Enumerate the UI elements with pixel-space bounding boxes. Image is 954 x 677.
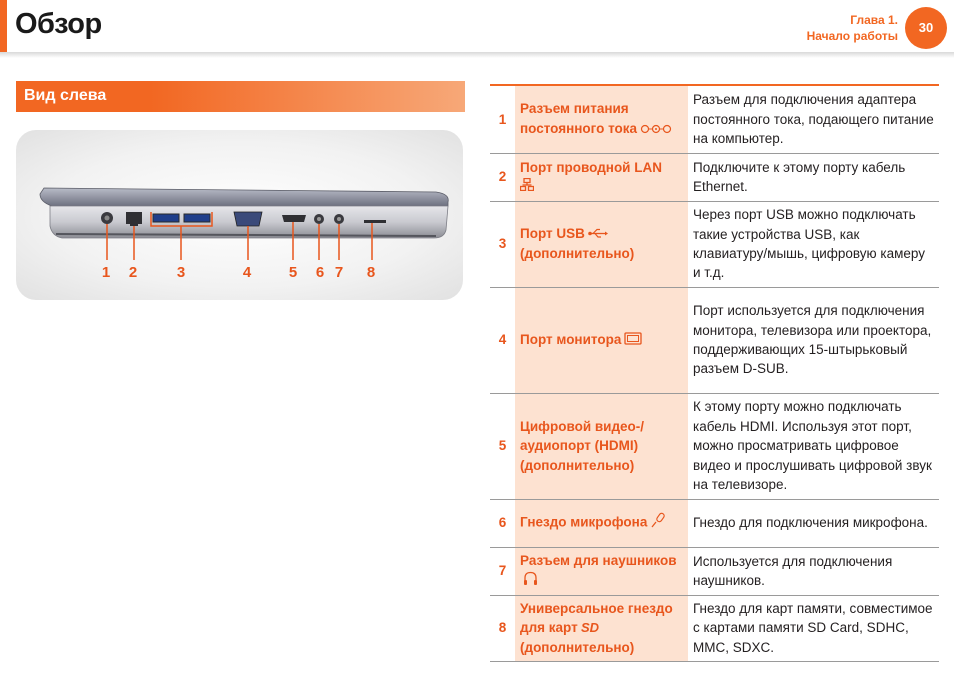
row-number: 5	[490, 393, 515, 499]
port-name-text: Порт монитора	[520, 331, 622, 347]
callout-2: 2	[128, 264, 138, 281]
usb-icon	[588, 225, 608, 244]
port-name-text: Универсальное гнездо для карт	[520, 600, 673, 635]
row-number: 2	[490, 153, 515, 201]
callout-7: 7	[334, 264, 344, 281]
header-accent-bar	[0, 0, 7, 52]
table-row	[490, 595, 939, 661]
sd-card-icon	[581, 619, 605, 638]
port-name	[515, 201, 688, 287]
callout-6: 6	[315, 264, 325, 281]
callout-3: 3	[176, 264, 186, 281]
port-name	[515, 595, 688, 661]
port-description: Гнездо для подключения микрофона.	[688, 499, 939, 547]
port-name-text: Порт USB	[520, 226, 585, 242]
headphones-icon	[523, 571, 538, 591]
port-name-suffix: (дополнительно)	[520, 640, 635, 656]
port-name-text: Порт проводной LAN	[520, 159, 662, 175]
port-description: Разъем для подключения адаптера постоянного тока, подающего питание на компьютер.	[688, 85, 939, 153]
lan-icon	[520, 177, 534, 196]
ports-table	[490, 84, 939, 662]
microphone-icon	[650, 512, 666, 533]
table-row	[490, 85, 939, 153]
svg-text:SD: SD	[580, 620, 599, 633]
callout-4: 4	[242, 264, 252, 281]
table-row	[490, 547, 939, 595]
port-name-text: Разъем питания постоянного тока	[520, 101, 638, 136]
port-name	[515, 153, 688, 201]
callout-1: 1	[101, 264, 111, 281]
page-title: Обзор	[15, 8, 102, 40]
row-number: 7	[490, 547, 515, 595]
dc-power-icon	[640, 120, 672, 139]
port-description: Через порт USB можно подключать такие устройства USB, как клавиатуру/мышь, цифровую камеру и т.д.	[688, 201, 939, 287]
port-name-text: Разъем для наушников	[520, 552, 677, 568]
callout-5: 5	[288, 264, 298, 281]
row-number: 6	[490, 499, 515, 547]
callout-8: 8	[366, 264, 376, 281]
section-header	[16, 81, 465, 112]
port-name: Цифровой видео-/ аудиопорт (HDMI) (дополнительно)	[515, 393, 688, 499]
row-number: 4	[490, 287, 515, 393]
table-row	[490, 153, 939, 201]
header-divider	[0, 52, 954, 58]
row-number: 8	[490, 595, 515, 661]
table-row	[490, 499, 939, 547]
port-name	[515, 499, 688, 547]
port-description: Подключите к этому порту кабель Ethernet.	[688, 153, 939, 201]
monitor-icon	[624, 331, 642, 350]
section-title: Вид слева	[24, 87, 107, 104]
laptop-left-side-photo	[16, 130, 463, 300]
chapter-label	[807, 12, 898, 44]
port-description: Порт используется для подключения монитора, телевизора или проектора, поддерживающих 15-штырьковый разъем D-SUB.	[688, 287, 939, 393]
table-row	[490, 201, 939, 287]
port-name	[515, 287, 688, 393]
row-number: 3	[490, 201, 515, 287]
port-name-text: Гнездо микрофона	[520, 514, 648, 530]
port-description: К этому порту можно подключать кабель HDMI. Используя этот порт, можно просматривать цифровое видео и прослушивать цифровой звук на телевизоре.	[688, 393, 939, 499]
port-name	[515, 85, 688, 153]
row-number: 1	[490, 85, 515, 153]
page-number-badge: 30	[905, 7, 947, 49]
table-row	[490, 393, 939, 499]
chapter-number: Глава 1.	[850, 13, 898, 27]
chapter-title: Начало работы	[806, 29, 898, 43]
port-description: Гнездо для карт памяти, совместимое с картами памяти SD Card, SDHC, MMC, SDXC.	[688, 595, 939, 661]
table-row	[490, 287, 939, 393]
port-description: Используется для подключения наушников.	[688, 547, 939, 595]
port-name-suffix: (дополнительно)	[520, 246, 635, 262]
port-name	[515, 547, 688, 595]
